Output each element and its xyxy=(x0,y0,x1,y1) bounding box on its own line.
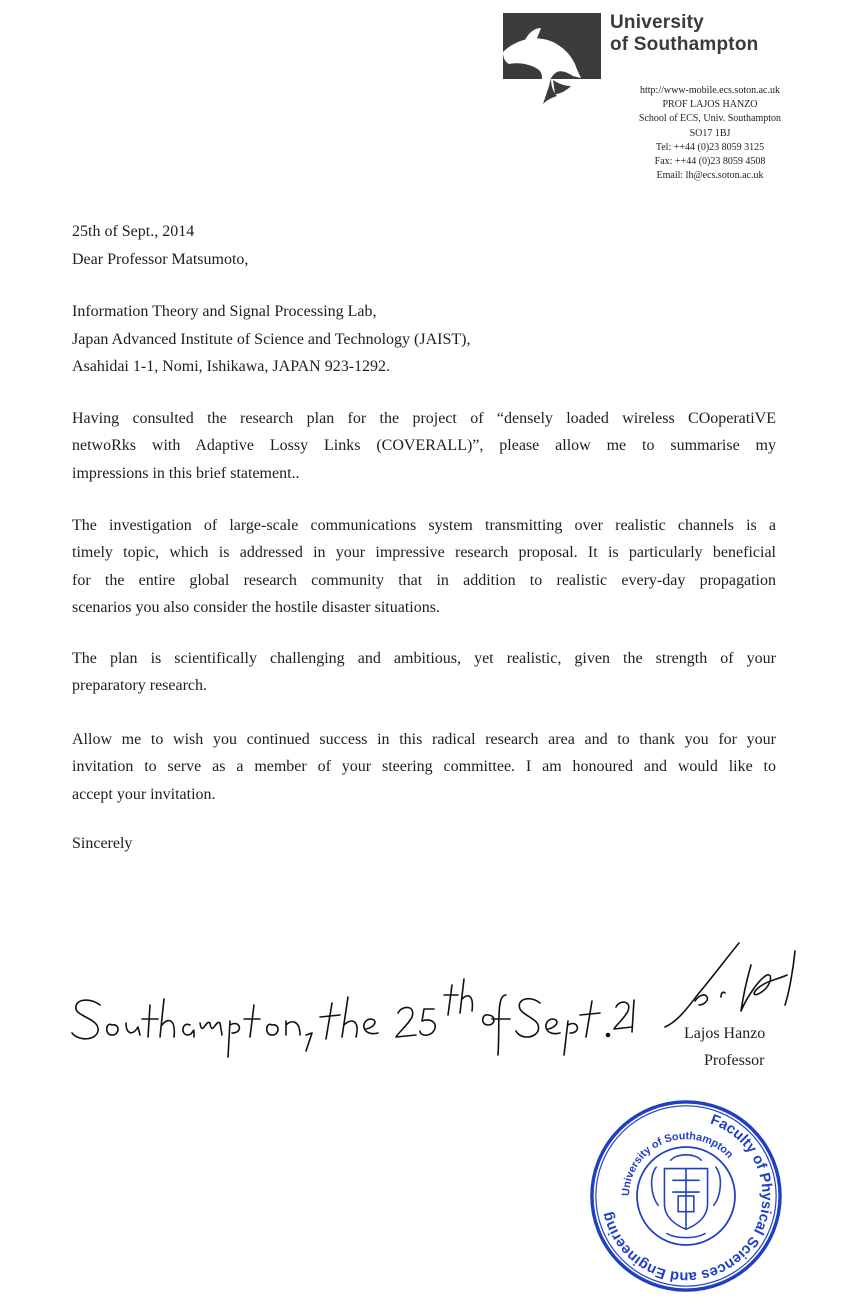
paragraph-line: impressions in this brief statement.. xyxy=(72,464,300,482)
handwritten-note xyxy=(60,975,640,1075)
university-name xyxy=(610,12,758,56)
paragraph-1 xyxy=(72,405,776,487)
address-line: Asahidai 1-1, Nomi, Ishikawa, JAPAN 923-1292. xyxy=(72,358,391,375)
signer-block xyxy=(684,1020,765,1074)
paragraph-3 xyxy=(72,645,776,700)
stamp-inner-text: University of Southampton xyxy=(620,1130,736,1197)
university-name-line1: University xyxy=(610,12,704,33)
paragraph-line: scenarios you also consider the hostile disaster situations. xyxy=(72,599,440,617)
university-name-line2: of Southampton xyxy=(610,34,759,55)
address-line: Information Theory and Signal Processing Lab, xyxy=(72,303,377,320)
contact-tel: Tel: ++44 (0)23 8059 3125 xyxy=(655,141,765,153)
letter-date: 25th of Sept., 2014 xyxy=(72,223,195,240)
contact-block xyxy=(590,84,830,183)
paragraph-line: timely topic, which is addressed in your impressive research proposal. It is particularly beneficial xyxy=(72,544,776,562)
paragraph-line: preparatory research. xyxy=(72,677,208,695)
dolphin-logo-icon xyxy=(495,12,605,104)
closing: Sincerely xyxy=(72,835,133,852)
paragraph-line: invitation to serve as a member of your steering committee. I am honoured and would like to xyxy=(72,758,776,776)
paragraph-line: accept your invitation. xyxy=(72,785,216,803)
contact-website: http://www-mobile.ecs.soton.ac.uk xyxy=(640,85,780,96)
paragraph-2 xyxy=(72,512,776,622)
paragraph-line: netwoRks with Adaptive Lossy Links (COVERALL)”, please allow me to summarise my xyxy=(72,437,776,455)
contact-email: Email: lh@ecs.soton.ac.uk xyxy=(656,170,764,182)
contact-name: PROF LAJOS HANZO xyxy=(662,99,758,111)
recipient-address xyxy=(72,298,470,381)
paragraph-line: Allow me to wish you continued success in this radical research area and to thank you for your xyxy=(72,731,776,748)
paragraph-line: The investigation of large-scale communications system transmitting over realistic channels is a xyxy=(72,517,776,534)
contact-fax: Fax: ++44 (0)23 8059 4508 xyxy=(654,156,766,168)
signer-title: Professor xyxy=(704,1052,765,1069)
contact-school: School of ECS, Univ. Southampton xyxy=(638,113,782,125)
paragraph-line: for the entire global research community that in addition to realistic every-day propagation xyxy=(72,571,776,589)
paragraph-4 xyxy=(72,726,776,808)
faculty-stamp-icon xyxy=(588,1098,784,1294)
handwritten-year-end xyxy=(630,990,644,1040)
paragraph-line: The plan is scientifically challenging and ambitious, yet realistic, given the strength of your xyxy=(72,650,776,667)
paragraph-line: Having consulted the research plan for the project of “densely loaded wireless COoperatiVE xyxy=(72,410,776,427)
signer-name: Lajos Hanzo xyxy=(684,1025,766,1042)
address-line: Japan Advanced Institute of Science and Technology (JAIST), xyxy=(72,330,471,348)
stamp-outer-text: Faculty of Physical Sciences and Engineering xyxy=(599,1112,775,1285)
salutation: Dear Professor Matsumoto, xyxy=(72,251,249,268)
contact-postcode: SO17 1BJ xyxy=(689,127,731,139)
